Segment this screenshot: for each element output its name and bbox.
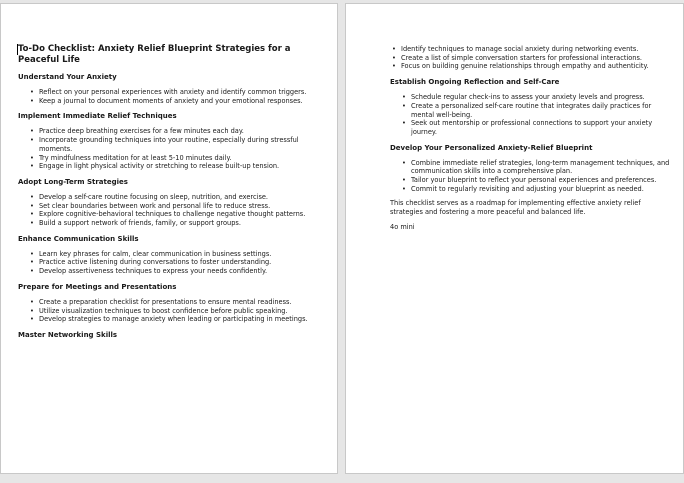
list-item: • Develop strategies to manage anxiety when leading or participating in meetings. bbox=[39, 315, 323, 324]
document-page-1[interactable] bbox=[0, 3, 338, 474]
text-cursor bbox=[17, 44, 18, 55]
document-title[interactable] bbox=[18, 44, 323, 66]
list-item: • Keep a journal to document moments of anxiety and your emotional responses. bbox=[39, 97, 323, 106]
section-heading: Prepare for Meetings and Presentations bbox=[18, 282, 177, 291]
section-immediate-relief bbox=[18, 112, 323, 171]
list-item: • Identify techniques to manage social anxiety during networking events. bbox=[401, 45, 673, 54]
section-reflection bbox=[390, 78, 673, 137]
section-heading: Understand Your Anxiety bbox=[18, 73, 117, 81]
list-item: • Create a personalized self-care routine that integrates daily practices for mental well-being. bbox=[411, 102, 673, 119]
list-item: • Try mindfulness meditation for at least 5-10 minutes daily. bbox=[39, 154, 323, 163]
list-item: • Create a preparation checklist for presentations to ensure mental readiness. bbox=[39, 298, 323, 307]
closing-paragraph: This checklist serves as a roadmap for implementing effective anxiety relief strategies and fostering a more peaceful and balanced life. bbox=[390, 199, 641, 217]
list-item: • Combine immediate relief strategies, long-term management techniques, and communication skills into a comprehensive plan. bbox=[411, 159, 673, 176]
bullet-list bbox=[18, 88, 323, 105]
list-item: • Utilize visualization techniques to boost confidence before public speaking. bbox=[39, 307, 323, 316]
bullet-list bbox=[18, 127, 323, 171]
section-heading: Enhance Communication Skills bbox=[18, 234, 139, 243]
list-item: • Practice active listening during conversations to foster understanding. bbox=[39, 258, 323, 267]
model-signature: 4o mini bbox=[390, 222, 415, 231]
section-communication bbox=[18, 235, 323, 276]
list-item: • Create a list of simple conversation starters for professional interactions. bbox=[401, 54, 673, 63]
list-item: • Reflect on your personal experiences with anxiety and identify common triggers. bbox=[39, 88, 323, 97]
list-item: • Tailor your blueprint to reflect your personal experiences and preferences. bbox=[411, 176, 673, 185]
list-item: • Explore cognitive-behavioral techniques to challenge negative thought patterns. bbox=[39, 210, 323, 219]
section-understand bbox=[18, 73, 323, 105]
section-heading-networking: Master Networking Skills bbox=[18, 330, 118, 339]
bullet-list bbox=[390, 93, 673, 137]
section-heading: Develop Your Personalized Anxiety-Relief Blueprint bbox=[390, 143, 593, 152]
section-blueprint bbox=[390, 144, 673, 194]
list-item: • Develop a self-care routine focusing on sleep, nutrition, and exercise. bbox=[39, 193, 323, 202]
document-title-text: To-Do Checklist: Anxiety Relief Blueprint Strategies for a Peaceful Life bbox=[18, 44, 291, 65]
section-heading: Adopt Long-Term Strategies bbox=[18, 177, 128, 186]
list-item: • Develop assertiveness techniques to express your needs confidently. bbox=[39, 267, 323, 276]
bullet-list-continued bbox=[390, 45, 673, 71]
bullet-list bbox=[18, 298, 323, 324]
list-item: • Engage in light physical activity or stretching to release built-up tension. bbox=[39, 162, 323, 171]
list-item: • Practice deep breathing exercises for a few minutes each day. bbox=[39, 127, 323, 136]
section-long-term bbox=[18, 178, 323, 228]
list-item: • Focus on building genuine relationships through empathy and authenticity. bbox=[401, 62, 673, 71]
list-item: • Set clear boundaries between work and personal life to reduce stress. bbox=[39, 202, 323, 211]
list-item: • Seek out mentorship or professional connections to support your anxiety journey. bbox=[411, 119, 673, 136]
section-meetings bbox=[18, 283, 323, 324]
list-item: • Commit to regularly revisiting and adjusting your blueprint as needed. bbox=[411, 185, 673, 194]
list-item: • Schedule regular check-ins to assess your anxiety levels and progress. bbox=[411, 93, 673, 102]
list-item: • Incorporate grounding techniques into your routine, especially during stressful moments. bbox=[39, 136, 323, 153]
bullet-list bbox=[18, 250, 323, 276]
bullet-list bbox=[18, 193, 323, 228]
section-heading: Implement Immediate Relief Techniques bbox=[18, 112, 177, 121]
list-item: • Build a support network of friends, family, or support groups. bbox=[39, 219, 323, 228]
list-item: • Learn key phrases for calm, clear communication in business settings. bbox=[39, 250, 323, 259]
bullet-list bbox=[390, 159, 673, 194]
document-page-2[interactable] bbox=[345, 3, 684, 474]
section-heading: Establish Ongoing Reflection and Self-Care bbox=[390, 78, 560, 87]
